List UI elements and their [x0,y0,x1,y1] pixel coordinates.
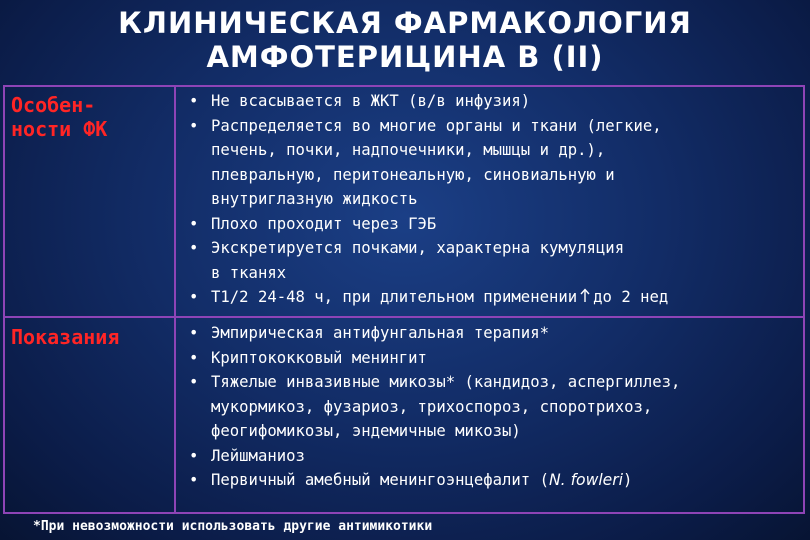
bullet-icon: • [189,288,199,306]
footnote: *При невозможности использовать другие антимикотики [33,519,433,534]
bullet-text-line [211,468,680,493]
row-divider [5,316,803,318]
bullet-item [185,212,668,237]
bullet-text-line: Тяжелые инвазивные микозы* (кандидоз, аспергиллез, [211,373,681,391]
bullet-icon: • [189,324,199,342]
bullet-item [185,444,680,469]
bullet-icon: • [189,373,199,391]
bullet-text-line: феогифомикозы, эндемичные микозы) [211,422,521,440]
bullet-text-line: Плохо проходит через ГЭБ [211,214,437,233]
bullet-item [185,370,680,444]
bullet-item [185,89,668,114]
species-name: N. fowleri [548,471,624,489]
indications-bullet-list [185,321,680,493]
bullet-item [185,468,680,493]
bullet-text-after: до 2 нед [593,288,669,306]
bullet-icon: • [189,239,199,257]
bullet-text-line: мукормикоз, фузариоз, трихоспороз, споротрихоз, [211,397,653,416]
bullet-text-line: печень, почки, надпочечники, мышцы и др.), [211,141,606,159]
pk-row-label [11,93,107,141]
bullet-text-line: Распределяется во многие органы и ткани (легкие, [211,116,662,135]
bullet-text-line: Лейшманиоз [211,446,305,465]
column-divider [174,87,176,512]
indications-row-label: Показания [11,325,120,349]
bullet-text-before: Первичный амебный менингоэнцефалит ( [211,471,549,489]
bullet-icon: • [189,116,199,135]
bullet-icon: • [189,471,199,489]
bullet-item [185,321,680,346]
title-line-1: КЛИНИЧЕСКАЯ ФАРМАКОЛОГИЯ [118,6,692,40]
bullet-item [185,114,668,212]
content-table [3,85,805,514]
bullet-text-line: Экскретируется почками, характерна кумуляция [211,239,625,257]
bullet-item [185,285,668,310]
title-line-2: АМФОТЕРИЦИНА В (II) [206,40,604,74]
bullet-text-line: плевральную, перитонеальную, синовиальную и [211,165,615,184]
bullet-text-line: Эмпирическая антифунгальная терапия* [211,324,549,342]
bullet-text-line [211,285,668,310]
bullet-text-line: Криптококковый менингит [211,348,427,367]
slide-title [0,6,810,74]
bullet-text-line: Не всасывается в ЖКТ (в/в инфузия) [211,92,531,110]
bullet-text-after: ) [623,471,633,489]
pk-label-line-2: ности ФК [11,117,108,141]
bullet-icon: • [189,348,199,367]
pk-bullet-list [185,89,668,310]
bullet-item [185,346,680,371]
bullet-icon: • [189,446,199,465]
up-arrow-icon [579,288,591,303]
bullet-text-line: внутриглазную жидкость [211,190,418,208]
bullet-text-before: Т1/2 24-48 ч, при длительном применении [211,288,578,306]
bullet-icon: • [189,92,199,110]
bullet-icon: • [189,214,199,233]
bullet-item [185,236,668,285]
bullet-text-line: в тканях [211,263,287,282]
pk-label-line-1: Особен- [11,93,96,117]
